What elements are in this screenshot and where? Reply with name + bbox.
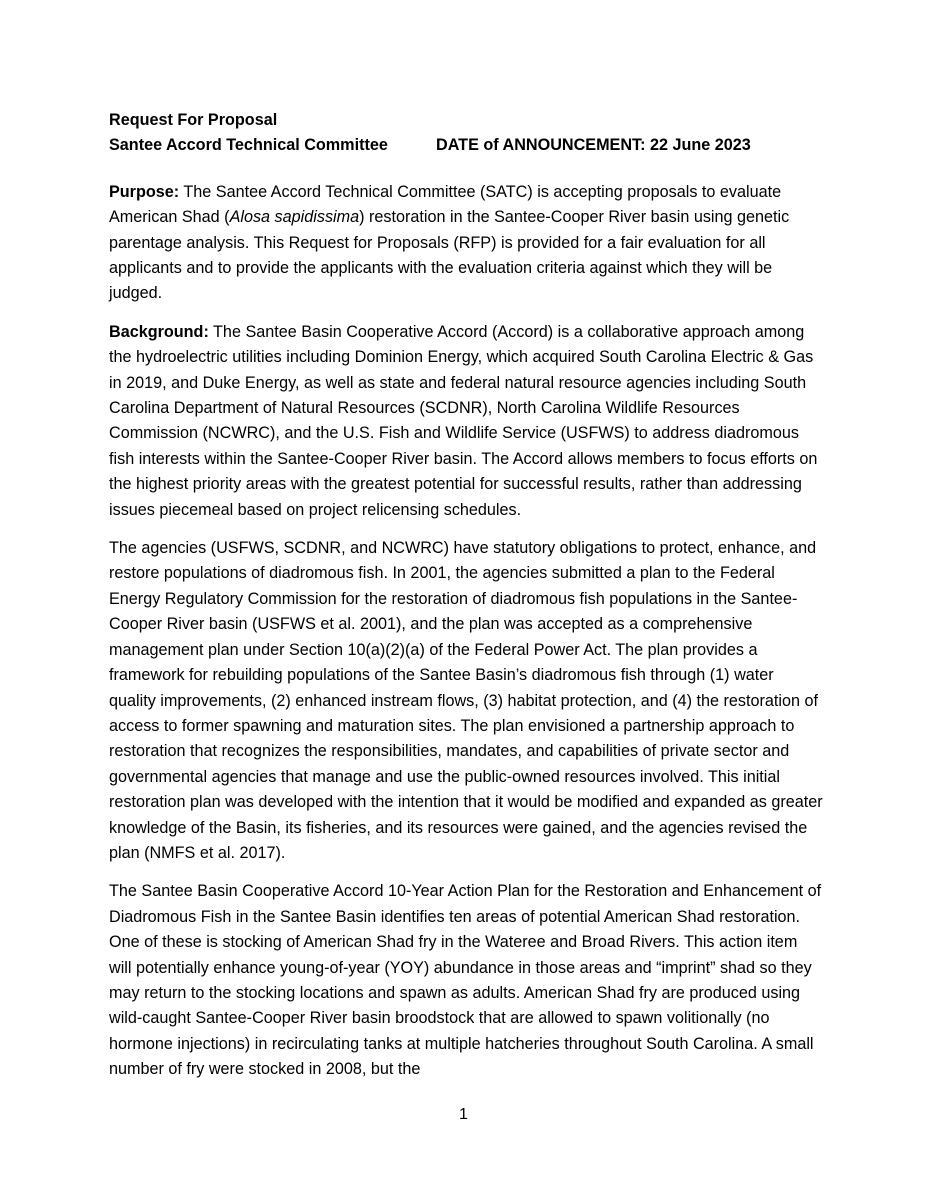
background-text: The Santee Basin Cooperative Accord (Accord) is a collaborative approach among the hydroelectric utilities including Dominion Energy, which acquired South Carolina Electric & Gas in 2019, and Duke Energy, as well as state and federal natural resource agencies including South Carolina Department of Natural Resources (SCDNR), North Carolina Wildlife Resources Commission (NCWRC), and the U.S. Fish and Wildlife Service (USFWS) to address diadromous fish interests within the Santee-Cooper River basin. The Accord allows members to focus efforts on the highest priority areas with the greatest potential for successful results, rather than addressing issues piecemeal based on project relicensing schedules. bbox=[109, 322, 818, 519]
rfp-title: Request For Proposal bbox=[109, 111, 278, 129]
purpose-label: Purpose: bbox=[109, 182, 180, 201]
page-number: 1 bbox=[459, 1106, 468, 1123]
background-paragraph bbox=[109, 320, 824, 523]
committee-header bbox=[109, 133, 824, 158]
action-plan-paragraph: The Santee Basin Cooperative Accord 10-Year Action Plan for the Restoration and Enhancement of Diadromous Fish in the Santee Basin identifies ten areas of potential American Shad restoration. One of these is stocking of American Shad fry in the Wateree and Broad Rivers. This action item will potentially enhance young-of-year (YOY) abundance in those areas and “imprint” shad so they may return to the stocking locations and spawn as adults. American Shad fry are produced using wild-caught Santee-Cooper River basin broodstock that are allowed to spawn volitionally (no hormone injections) in recirculating tanks at multiple hatcheries throughout South Carolina. A small number of fry were stocked in 2008, but the bbox=[109, 882, 822, 1079]
committee-name: Santee Accord Technical Committee bbox=[109, 136, 388, 155]
background-label: Background: bbox=[109, 322, 209, 341]
document-body bbox=[109, 108, 824, 1083]
purpose-text-start: The Santee Accord Technical Committee (SATC) is accepting proposals to evaluate American Shad ( bbox=[109, 182, 782, 227]
agencies-paragraph: The agencies (USFWS, SCDNR, and NCWRC) have statutory obligations to protect, enhance, and restore populations of diadromous fish. In 2001, the agencies submitted a plan to the Federal Energy Regulatory Commission for the restoration of diadromous fish populations in the Santee-Cooper River basin (USFWS et al. 2001), and the plan was accepted as a comprehensive management plan under Section 10(a)(2)(a) of the Federal Power Act. The plan provides a framework for rebuilding populations of the Santee Basin’s diadromous fish through (1) water quality improvements, (2) enhanced instream flows, (3) habitat protection, and (4) the restoration of access to former spawning and maturation sites. The plan envisioned a partnership approach to restoration that recognizes the responsibilities, mandates, and capabilities of private sector and governmental agencies that manage and use the public-owned resources involved. This initial restoration plan was developed with the intention that it would be modified and expanded as greater knowledge of the Basin, its fisheries, and its resources were gained, and the agencies revised the plan (NMFS et al. 2017). bbox=[109, 539, 823, 862]
announcement-date: DATE of ANNOUNCEMENT: 22 June 2023 bbox=[436, 136, 751, 155]
purpose-text-end: ) restoration in the Santee-Cooper River basin using genetic parentage analysis. This Request for Proposals (RFP) is provided for a fair evaluation for all applicants and to provide the applicants with the evaluation criteria against which they will be judged. bbox=[109, 208, 790, 303]
purpose-paragraph bbox=[109, 180, 824, 307]
species-name: Alosa sapidissima bbox=[229, 208, 360, 227]
